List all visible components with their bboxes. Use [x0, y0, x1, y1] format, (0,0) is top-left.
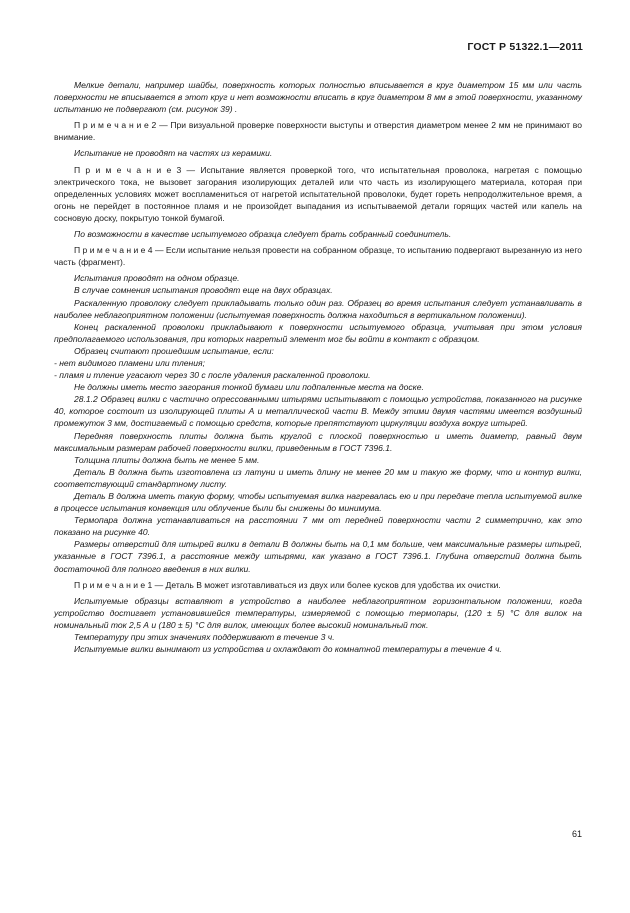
note-paragraph — [54, 119, 582, 143]
note-label: П р и м е ч а н и е 2 — [74, 120, 157, 131]
note-label: П р и м е ч а н и е 4 — [74, 245, 153, 256]
list-item: - пламя и тление угасают через 30 с после удаления раскаленной проволоки. — [54, 370, 371, 381]
paragraph: Раскаленную проволоку следует прикладывать только один раз. Образец во время испытания следует устанавливать в наиболее неблагоприятном положении (испытуемая поверхность должна находиться в вертикальном положении). — [54, 297, 582, 320]
paragraph: Испытание не проводят на частях из керамики. — [74, 148, 273, 159]
paragraph: Толщина плиты должна быть не менее 5 мм. — [74, 454, 260, 465]
paragraph: Конец раскаленной проволоки прикладывают к поверхности испытуемого образца, учитывая при этом условия предполагаемого использования, при которых нагретый элемент мог бы войти в контакт с образцом. — [54, 321, 582, 344]
paragraph: Образец считают прошедшим испытание, если: — [74, 345, 274, 356]
paragraph: Деталь В должна иметь такую форму, чтобы испытуемая вилка нагревалась ею и при передаче тепла испытуемой вилке в процессе испытания конвекция или облучение были бы снижены до минимума. — [54, 491, 582, 514]
paragraph: Не должны иметь место загорания тонкой бумаги или подпаленные места на доске. — [74, 382, 424, 393]
note-text: — Если испытание нельзя провести на собранном образце, то испытанию подвергают вырезанную из него часть (фрагмент). — [54, 245, 582, 268]
paragraph: Размеры отверстий для штырей вилки в детали В должны быть на 0,1 мм больше, чем максимальные размеры штырей, указанные в ГОСТ 7396.1, а расстояние между штырями, как указано в ГОСТ 7396.1. Глубина отверстий должна быть достаточной для полного введения в них вилки. — [54, 539, 582, 574]
paragraph: Температуру при этих значениях поддерживают в течение 3 ч. — [74, 632, 335, 643]
note-paragraph — [54, 164, 582, 224]
note-paragraph — [54, 244, 582, 268]
paragraph: В случае сомнения испытания проводят еще на двух образцах. — [74, 285, 333, 296]
paragraph: Деталь В должна быть изготовлена из латуни и иметь длину не менее 20 мм и такую же форму, что и контур вилки, соответствующий стандартному листу. — [54, 466, 582, 489]
document-header: ГОСТ Р 51322.1—2011 — [467, 41, 583, 53]
paragraph: Термопара должна устанавливаться на расстоянии 7 мм от передней поверхности части 2 симметрично, как это показано на рисунке 40. — [54, 515, 582, 538]
clause-28-1-2: 28.1.2 Образец вилки с частично опрессованными штырями испытывают с помощью устройства, показанного на рисунке 40, которое состоит из изолирующей плиты А и металлической части В. Между этими двумя частями имеется воздушный промежуток 3 мм, достигаемый с помощью средств, которые препятствуют циркуляции воздуха вокруг штырей. — [54, 394, 582, 429]
note-text: — Испытание является проверкой того, что испытательная проволока, нагретая с помощью электрического тока, не вызовет загорания изолирующих деталей или что часть из изолирующего материала, которая при определенных условиях может воспламениться от нагретой испытательной проволоки, будет гореть непродолжительное время, а огонь не перейдет в постоянное пламя и не произойдет выпадания из испытываемой детали горящих частей или капель на сосновую доску, покрытую тонкой бумагой. — [54, 164, 582, 223]
paragraph: По возможности в качестве испытуемого образца следует брать собранный соединитель. — [74, 229, 452, 240]
document-body — [54, 79, 582, 655]
paragraph: Передняя поверхность плиты должна быть круглой с плоской поверхностью и иметь диаметр, равный двум максимальным размерам рабочей поверхности вилки, приведенным в ГОСТ 7396.1. — [54, 430, 582, 453]
note-label: П р и м е ч а н и е 3 — [74, 164, 182, 175]
paragraph: Испытуемые образцы вставляют в устройство в наиболее неблагоприятном горизонтальном положении, когда устройство достигает установившейся температуры, измеряемой с помощью термопары, (120 ± 5) °С для вилок на номинальный ток 2,5 А и (180 ± 5) °С для вилок, имеющих более высокий номинальный ток. — [54, 595, 582, 630]
note-text: — При визуальной проверке поверхности выступы и отверстия диаметром менее 2 мм не принимают во внимание. — [54, 120, 582, 143]
paragraph: Испытуемые вилки вынимают из устройства и охлаждают до комнатной температуры в течение 4 ч. — [74, 644, 502, 655]
list-item: - нет видимого пламени или тления; — [54, 357, 205, 368]
note-text: — Деталь В может изготавливаться из двух или более кусков для удобства их очистки. — [154, 579, 501, 590]
note-label: П р и м е ч а н и е 1 — [74, 579, 153, 590]
note-paragraph — [54, 579, 582, 591]
paragraph: Мелкие детали, например шайбы, поверхность которых полностью вписывается в круг диаметром 15 мм или часть поверхности не вписывается в этот круг и нет возможности вписать в круг диаметром 8 мм в этой поверхности, указанному испытанию не подвергают (см. рисунок 39) . — [54, 80, 582, 115]
page-number: 61 — [572, 829, 583, 839]
paragraph: Испытания проводят на одном образце. — [74, 273, 240, 284]
